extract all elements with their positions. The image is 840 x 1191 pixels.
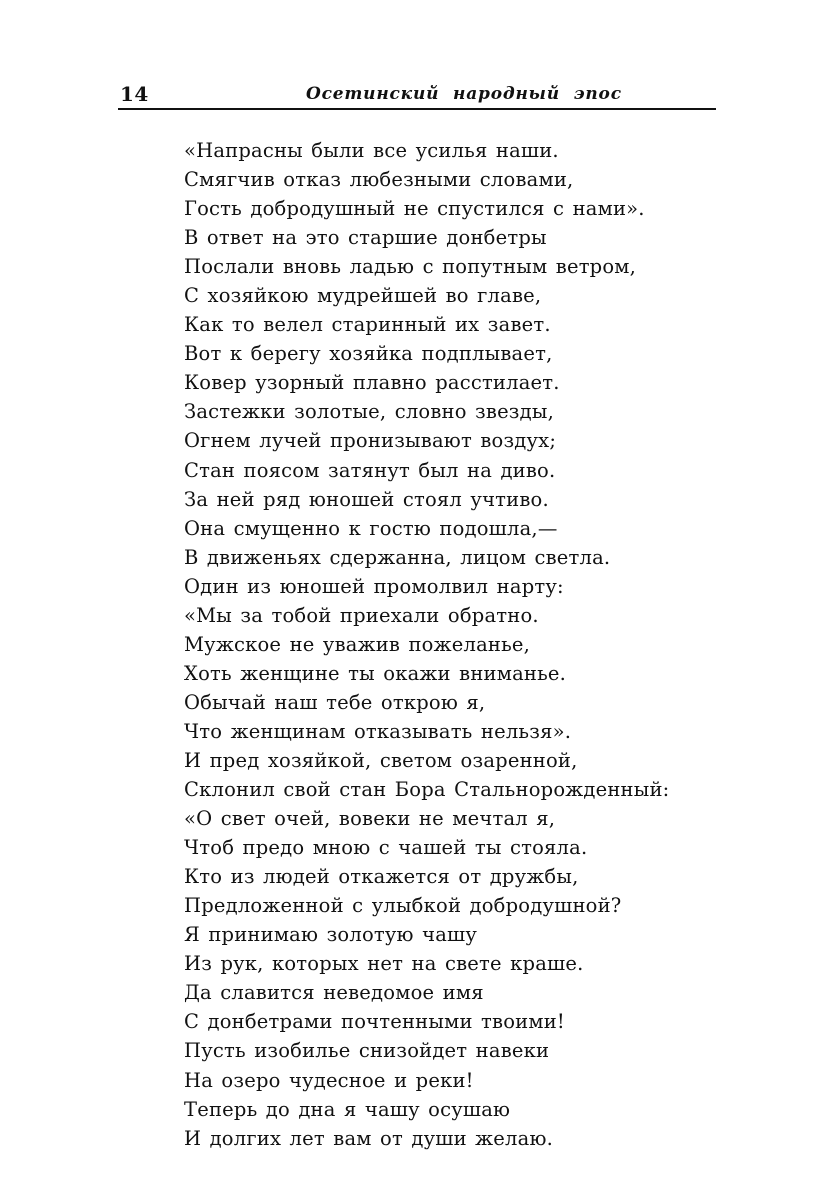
poem-line: «Мы за тобой приехали обратно. <box>184 603 539 627</box>
poem-line: Да славится неведомое имя <box>184 981 484 1005</box>
poem-line: С хозяйкою мудрейшей во главе, <box>184 284 542 308</box>
poem-line: Огнем лучей пронизывают воздух; <box>184 429 557 453</box>
poem-line: Обычай наш тебе открою я, <box>184 690 486 714</box>
poem-text <box>184 136 724 1153</box>
poem-line: За ней ряд юношей стоял учтиво. <box>184 487 549 511</box>
poem-line: В движеньях сдержанна, лицом светла. <box>184 545 611 569</box>
poem-line: «О свет очей, вовеки не мечтал я, <box>184 807 556 831</box>
running-header <box>118 80 716 110</box>
poem-line: Как то велел старинный их завет. <box>184 313 551 337</box>
poem-line: С донбетрами почтенными твоими! <box>184 1010 565 1034</box>
poem-line: И долгих лет вам от души желаю. <box>184 1126 554 1150</box>
poem-line: На озеро чудесное и реки! <box>184 1068 474 1092</box>
poem-line: «Напрасны были все усилья наши. <box>184 139 559 162</box>
poem-line: Из рук, которых нет на свете краше. <box>184 952 584 976</box>
running-title: Осетинский народный эпос <box>306 84 622 104</box>
poem-line: Вот к берегу хозяйка подплывает, <box>184 342 553 366</box>
poem-line: Хоть женщине ты окажи вниманье. <box>184 661 567 685</box>
poem-line: Чтоб предо мною с чашей ты стояла. <box>184 836 588 860</box>
poem-line: Мужское не уважив пожеланье, <box>184 632 531 656</box>
poem-line: Послали вновь ладью с попутным ветром, <box>184 255 637 279</box>
header-rule <box>118 108 716 110</box>
poem-line: Я принимаю золотую чашу <box>184 923 478 947</box>
poem-line: Смягчив отказ любезными словами, <box>184 168 574 192</box>
poem-line: Предложенной с улыбкой добродушной? <box>184 894 622 918</box>
poem-line: Один из юношей промолвил нарту: <box>184 574 564 598</box>
poem-line: Кто из людей откажется от дружбы, <box>184 865 579 889</box>
poem-line: Гость добродушный не спустился с нами». <box>184 197 645 221</box>
poem-line: Теперь до дна я чашу осушаю <box>184 1097 511 1121</box>
poem-line: Склонил свой стан Бора Стальнорожденный: <box>184 778 670 802</box>
poem-line: В ответ на это старшие донбетры <box>184 226 547 250</box>
poem-line: Стан поясом затянут был на диво. <box>184 458 556 482</box>
poem-line: Она смущенно к гостю подошла,— <box>184 516 558 540</box>
poem-line: Ковер узорный плавно расстилает. <box>184 371 560 395</box>
poem-line: Пусть изобилье снизойдет навеки <box>184 1039 550 1063</box>
poem-line: И пред хозяйкой, светом озаренной, <box>184 748 578 772</box>
page-number: 14 <box>120 82 149 106</box>
poem-line: Застежки золотые, словно звезды, <box>184 400 554 424</box>
poem-line: Что женщинам отказывать нельзя». <box>184 719 572 743</box>
